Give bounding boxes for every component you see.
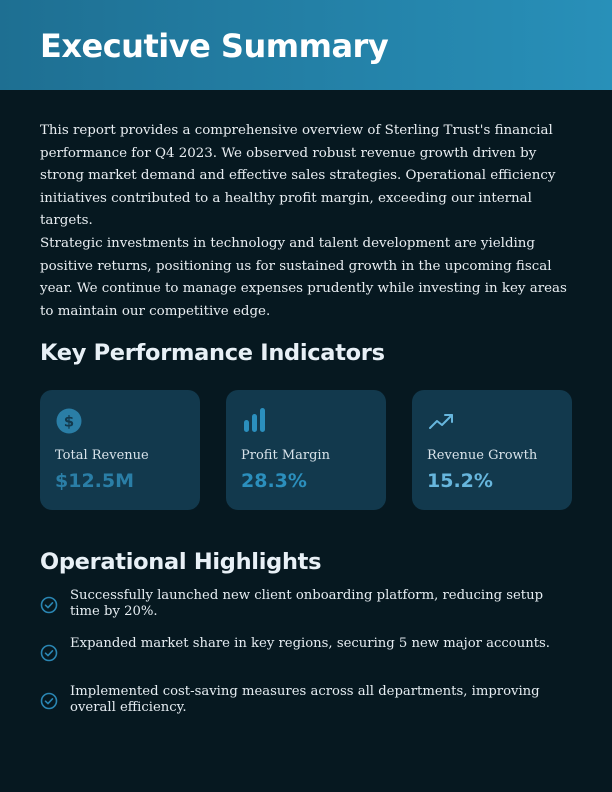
kpi-heading: Key Performance Indicators: [40, 340, 385, 366]
kpi-card-profit-margin: [226, 390, 386, 510]
kpi-label: Profit Margin: [241, 448, 330, 463]
check-circle-icon: [40, 644, 58, 662]
kpi-label: Total Revenue: [55, 448, 149, 463]
trending-up-icon: [428, 408, 454, 434]
intro-text: [40, 120, 572, 323]
check-circle-icon: [40, 596, 58, 614]
highlight-text: Successfully launched new client onboarding platform, reducing setup time by 20%.: [70, 588, 544, 619]
kpi-label: Revenue Growth: [427, 448, 538, 463]
kpi-card-total-revenue: [40, 390, 200, 510]
intro-paragraph: Strategic investments in technology and talent development are yielding positive returns, positioning us for sustained growth in the upcoming fiscal year. We continue to manage expenses prudently while investing in key areas to maintain our competitive edge.: [40, 235, 567, 319]
page-header: [0, 0, 612, 90]
bar-chart-icon: [242, 408, 268, 434]
dollar-circle-icon: [56, 408, 82, 434]
svg-text:$: $: [63, 412, 75, 431]
highlight-text: Implemented cost-saving measures across all departments, improving overall efficiency.: [70, 684, 540, 715]
intro-paragraph: This report provides a comprehensive overview of Sterling Trust's financial performance for Q4 2023. We observed robust revenue growth driven by strong market demand and effective sales strategies. Operational efficiency initiatives contributed to a healthy profit margin, exceeding our internal targets.: [40, 123, 556, 229]
kpi-value: 28.3%: [241, 470, 307, 492]
kpi-card-revenue-growth: [412, 390, 572, 510]
check-circle-icon: [40, 692, 58, 710]
highlight-text: Expanded market share in key regions, securing 5 new major accounts.: [70, 636, 550, 651]
page-title: Executive Summary: [40, 27, 389, 65]
highlights-heading: Operational Highlights: [40, 549, 322, 575]
kpi-value: $12.5M: [55, 470, 135, 492]
kpi-value: 15.2%: [427, 470, 493, 492]
